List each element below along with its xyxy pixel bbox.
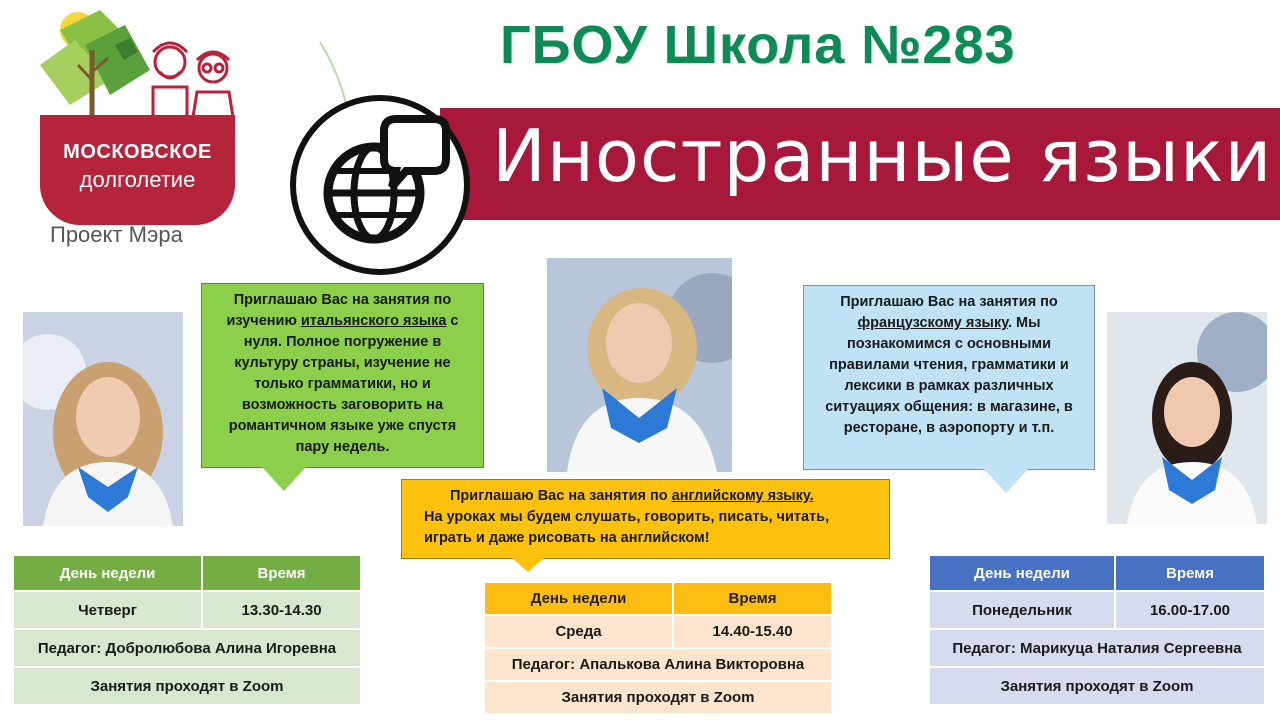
col-day-header: День недели [929,555,1115,591]
french-text-after: . Мы познакомимся с основными правилами чтения, грамматики и лексики в рамках различных ситуациях общения: в магазине, в ресторане, в аэропорту и т.п. [825,315,1073,436]
french-language-link: французскому языку [857,315,1008,331]
col-time-header: Время [1115,555,1265,591]
teacher-name: Педагог: Апалькова Алина Викторовна [484,648,832,681]
lesson-format: Занятия проходят в Zoom [929,667,1265,705]
teacher-photo-english [547,258,732,472]
lesson-format: Занятия проходят в Zoom [13,667,361,705]
french-text-before: Приглашаю Вас на занятия по [840,294,1058,310]
moscow-longevity-logo [30,10,245,255]
col-time-header: Время [202,555,361,591]
italian-description-bubble [201,283,484,468]
english-text-before: Приглашаю Вас на занятия по [450,488,672,504]
italian-schedule-table [12,554,362,706]
english-schedule-table [483,581,833,715]
col-day-header: День недели [484,582,673,615]
english-language-link: английскому языку. [671,488,814,504]
lesson-day: Понедельник [929,591,1115,629]
logo-shield [40,115,235,225]
section-banner [440,108,1280,220]
italian-text-before: Приглашаю Вас на занятия по изучению [226,292,452,329]
teacher-name: Педагог: Добролюбова Алина Игоревна [13,629,361,667]
teacher-name: Педагог: Марикуца Наталия Сергеевна [929,629,1265,667]
english-text-after: На уроках мы будем слушать, говорить, писать, читать, играть и даже рисовать на английском! [424,509,830,546]
lesson-day: Четверг [13,591,202,629]
teacher-photo-french [1107,312,1267,524]
lesson-day: Среда [484,615,673,648]
lesson-time: 16.00-17.00 [1115,591,1265,629]
logo-line2: долголетие [79,167,196,192]
french-description-bubble [803,285,1095,470]
globe-speech-icon [296,101,464,269]
lesson-time: 14.40-15.40 [673,615,832,648]
school-title: ГБОУ Школа №283 [500,15,1016,75]
french-schedule-table [928,554,1266,706]
logo-line1: МОСКОВСКОЕ [63,141,212,163]
col-day-header: День недели [13,555,202,591]
italian-text-after: с нуля. Полное погружение в культуру страны, изучение не только грамматики, но и возможность заговорить на романтичном языке уже спустя пару недель. [228,313,459,455]
english-description-bubble [401,479,890,559]
globe-circle [290,95,470,275]
col-time-header: Время [673,582,832,615]
italian-language-link: итальянского языка [300,313,447,329]
banner-title: Иностранные языки [492,114,1273,198]
lesson-format: Занятия проходят в Zoom [484,681,832,714]
logo-project: Проект Мэра [50,222,183,247]
teacher-photo-italian [23,312,183,526]
lesson-time: 13.30-14.30 [202,591,361,629]
